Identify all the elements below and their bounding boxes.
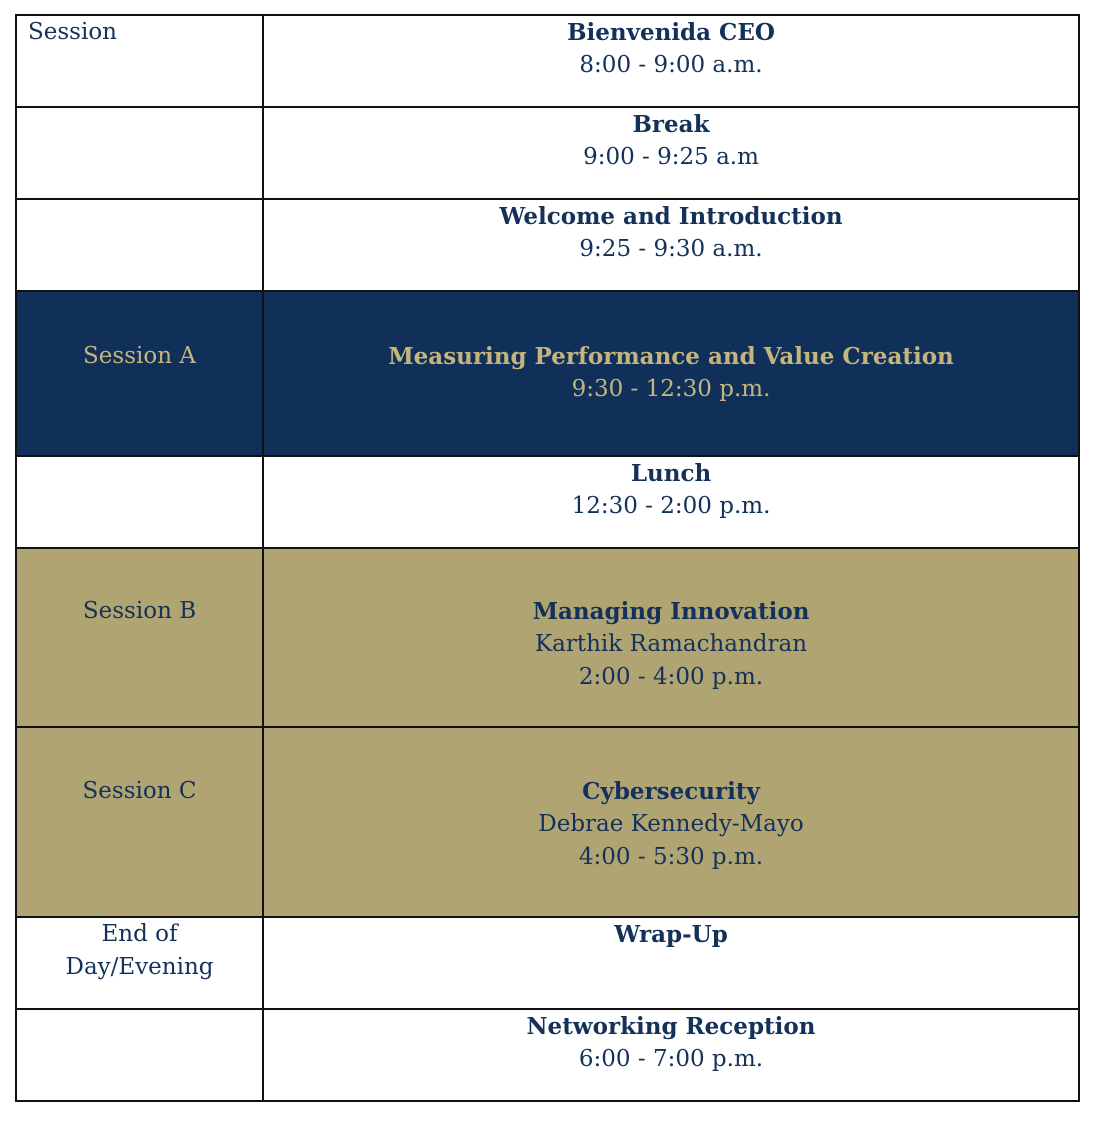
session-content [263, 199, 1079, 291]
schedule-table [15, 14, 1080, 1102]
session-content [263, 548, 1079, 727]
session-content [263, 456, 1079, 548]
session-time: 6:00 - 7:00 p.m. [578, 1046, 764, 1072]
session-content [263, 727, 1079, 917]
session-time: 9:00 - 9:25 a.m [583, 144, 759, 170]
session-title: Lunch [630, 460, 712, 487]
session-time: 4:00 - 5:30 p.m. [578, 844, 764, 870]
session-title: Welcome and Introduction [499, 203, 843, 230]
session-label [16, 917, 263, 1009]
session-title: Cybersecurity [582, 778, 760, 805]
table-row [16, 107, 1079, 199]
session-content [263, 1009, 1079, 1101]
session-content [263, 15, 1079, 107]
table-row [16, 1009, 1079, 1101]
session-title: Networking Reception [526, 1013, 816, 1040]
table-row [16, 15, 1079, 107]
session-label [16, 1009, 263, 1101]
session-label [16, 456, 263, 548]
table-row-session-a [16, 291, 1079, 456]
session-label [16, 199, 263, 291]
session-title: Wrap-Up [614, 921, 728, 948]
session-speaker: Debrae Kennedy-Mayo [538, 811, 804, 837]
session-time: 2:00 - 4:00 p.m. [578, 664, 764, 690]
session-time: 9:30 - 12:30 p.m. [571, 376, 771, 402]
session-title: Bienvenida CEO [567, 19, 775, 46]
session-time: 12:30 - 2:00 p.m. [571, 493, 771, 519]
session-label-line: Day/Evening [65, 954, 214, 980]
table-row-session-b [16, 548, 1079, 727]
session-time: 8:00 - 9:00 a.m. [579, 52, 763, 78]
session-label-line: End of [101, 921, 178, 947]
session-speaker: Karthik Ramachandran [534, 631, 808, 657]
session-label: Session C [16, 727, 263, 917]
session-title: Measuring Performance and Value Creation [388, 343, 954, 370]
table-row [16, 456, 1079, 548]
session-time: 9:25 - 9:30 a.m. [579, 236, 763, 262]
session-label: Session B [16, 548, 263, 727]
table-row-session-c [16, 727, 1079, 917]
session-content [263, 291, 1079, 456]
session-label: Session A [16, 291, 263, 456]
table-row [16, 917, 1079, 1009]
session-label [16, 107, 263, 199]
session-title: Break [632, 111, 710, 138]
session-title: Managing Innovation [532, 598, 810, 625]
session-content [263, 917, 1079, 1009]
session-content [263, 107, 1079, 199]
table-row [16, 199, 1079, 291]
session-label: Session [16, 15, 263, 107]
